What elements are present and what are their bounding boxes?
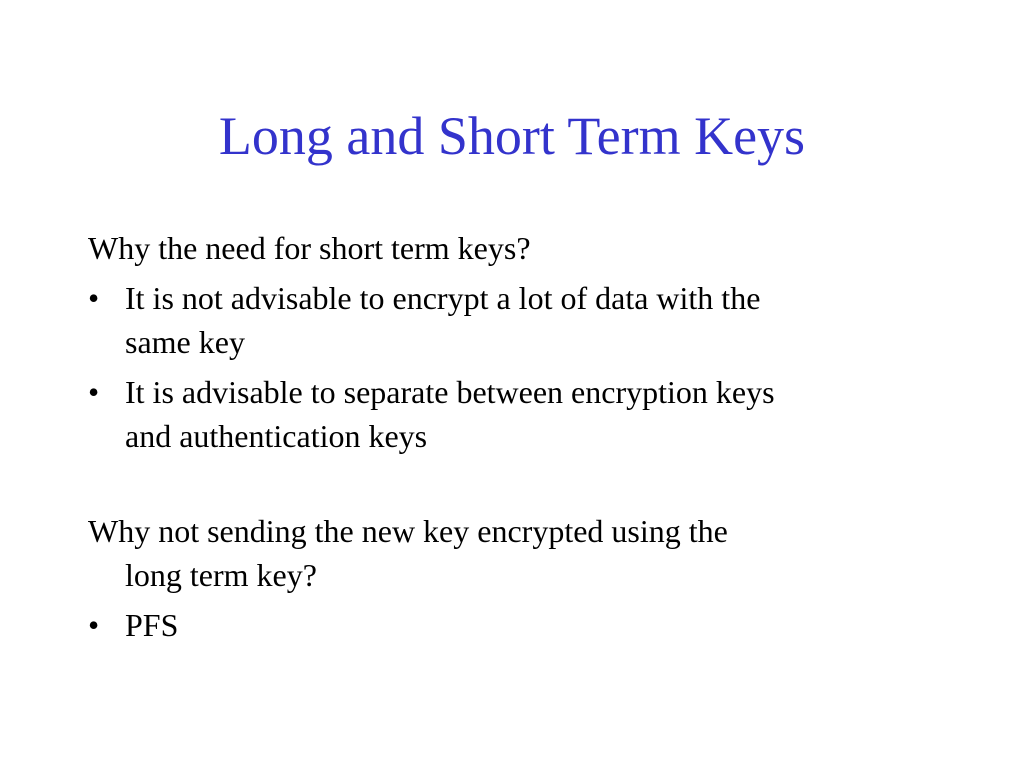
question-1-text: Why the need for short term keys? [88, 230, 531, 266]
bullet-icon: • [88, 607, 100, 643]
question-2 [88, 509, 948, 597]
question-1 [88, 226, 948, 270]
bullet-item-1-line-2: same key [125, 324, 245, 360]
bullet-icon: • [88, 280, 100, 316]
bullet-item-1-line-1: It is not advisable to encrypt a lot of data with the [125, 280, 761, 316]
slide-content [88, 226, 948, 647]
bullet-item-3 [88, 603, 948, 647]
question-2-line-1: Why not sending the new key encrypted using the [88, 513, 728, 549]
section-spacer [88, 458, 948, 509]
bullet-item-1 [88, 276, 948, 364]
question-2-line-2: long term key? [125, 557, 317, 593]
bullet-item-2-line-2: and authentication keys [125, 418, 428, 454]
bullet-item-2-line-1: It is advisable to separate between encryption keys [125, 374, 775, 410]
slide-title: Long and Short Term Keys [218, 106, 806, 166]
bullet-item-2 [88, 370, 948, 458]
bullet-icon: • [88, 374, 100, 410]
bullet-item-3-line-1: PFS [125, 607, 179, 643]
